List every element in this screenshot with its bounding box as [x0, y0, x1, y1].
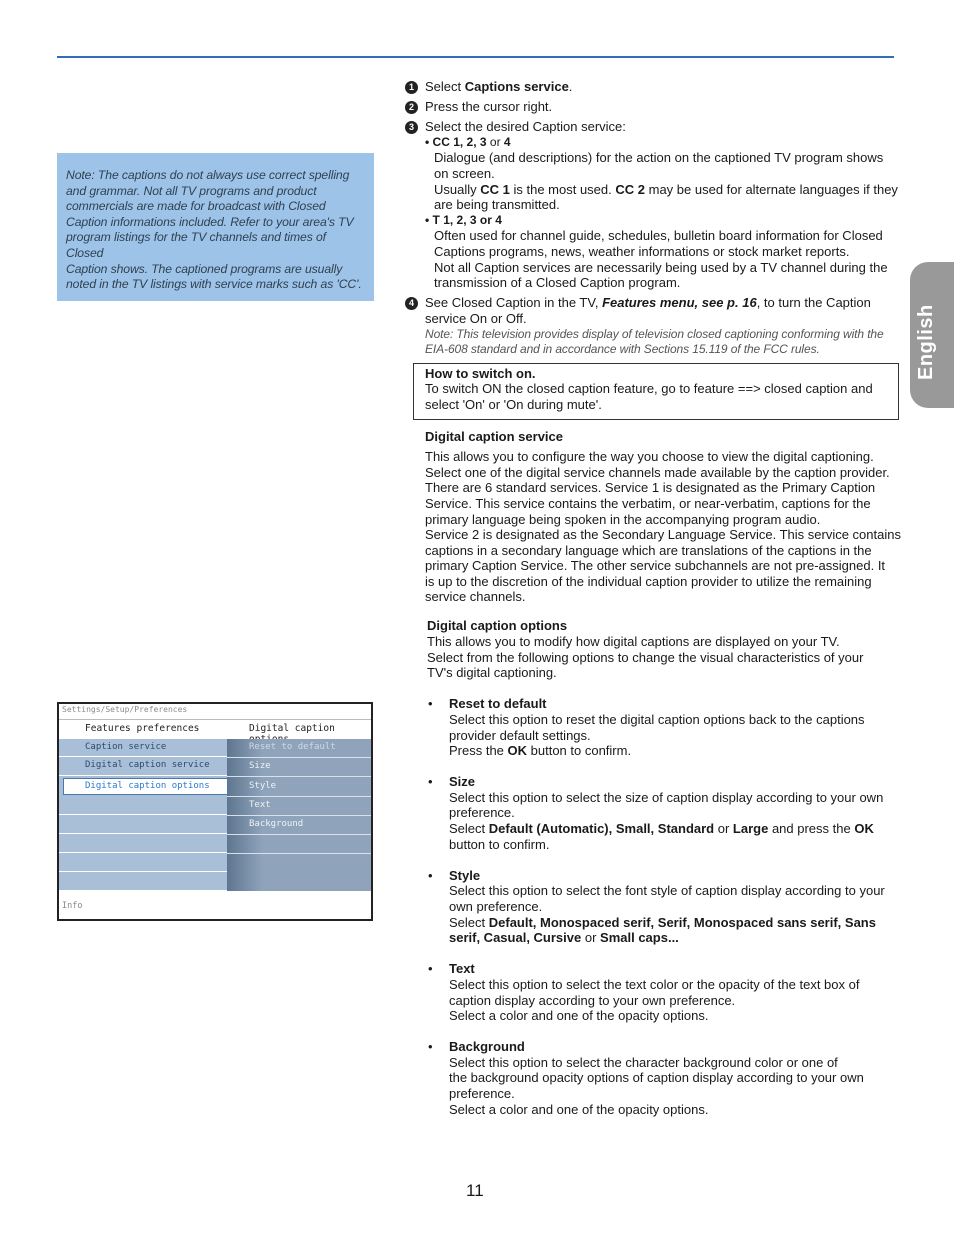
- bullet: •: [428, 1039, 433, 1054]
- submenu-item-background[interactable]: Background: [249, 819, 304, 829]
- background-line: Select this option to select the character background color or one of: [449, 1055, 838, 1070]
- submenu-item-size[interactable]: Size: [249, 761, 271, 771]
- t-line: transmission of a Closed Caption program.: [434, 275, 681, 290]
- bullet: •: [428, 961, 433, 976]
- menu-info-label: Info: [62, 901, 83, 911]
- t-line: Often used for channel guide, schedules, bulletin board information for Closed: [434, 228, 883, 243]
- size-line: Select this option to select the size of caption display according to your own: [449, 790, 884, 805]
- divider: [59, 719, 371, 720]
- reset-line: Select this option to reset the digital caption options back to the captions: [449, 712, 865, 727]
- background-title: Background: [449, 1039, 525, 1054]
- fcc-note: EIA-608 standard and in accordance with Sections 15.119 of the FCC rules.: [425, 342, 820, 356]
- digital-options-line: TV's digital captioning.: [427, 665, 557, 680]
- size-line: preference.: [449, 805, 515, 820]
- t-line: Captions programs, news, weather informations or stock market reports.: [434, 244, 850, 259]
- note-line: program listings for the TV channels and times of Closed: [66, 230, 326, 260]
- fcc-note: Note: This television provides display of television closed captioning conforming with the: [425, 327, 884, 341]
- note-line: and grammar. Not all TV programs and product: [66, 183, 317, 198]
- note-line: Caption informations included. Refer to your area's TV: [66, 214, 354, 229]
- background-line: Select a color and one of the opacity options.: [449, 1102, 709, 1117]
- text-line: Select a color and one of the opacity options.: [449, 1008, 709, 1023]
- how-to-title: How to switch on.: [425, 366, 536, 381]
- background-line: the background opacity options of caption display according to your own: [449, 1070, 864, 1085]
- digital-options-line: Select from the following options to change the visual characteristics of your: [427, 650, 864, 665]
- reset-line: provider default settings.: [449, 728, 591, 743]
- step-1-number: 1: [405, 81, 418, 94]
- background-line: preference.: [449, 1086, 515, 1101]
- note-line: Note: The captions do not always use correct spelling: [66, 168, 350, 182]
- bullet: •: [428, 696, 433, 711]
- digital-service-line: service channels.: [425, 589, 526, 604]
- style-title: Style: [449, 868, 481, 883]
- how-to-line: To switch ON the closed caption feature, go to feature ==> closed caption and: [425, 381, 873, 396]
- digital-service-line: Service 2 is designated as the Secondary Language Service. This service contains: [425, 527, 901, 542]
- menu-row: [59, 816, 227, 834]
- bullet: •: [428, 774, 433, 789]
- cc-line: are being transmitted.: [434, 197, 560, 212]
- language-tab: [910, 262, 954, 408]
- digital-service-line: Select one of the digital service channels made available by the caption provider.: [425, 465, 890, 480]
- caption-note-box: [57, 153, 374, 301]
- cc-line: Usually CC 1 is the most used. CC 2 may be used for alternate languages if they: [434, 182, 898, 197]
- menu-item-digital-caption-options[interactable]: Digital caption options: [85, 781, 210, 791]
- t-heading: • T 1, 2, 3 or 4: [425, 213, 502, 227]
- style-line: Select this option to select the font style of caption display according to your: [449, 883, 885, 898]
- style-line: serif, Casual, Cursive or Small caps...: [449, 930, 679, 945]
- digital-service-line: is up to the discretion of the individual caption provider to utilize the remaining: [425, 574, 872, 589]
- menu-item-caption-service[interactable]: Caption service: [85, 742, 167, 752]
- step-4-text: service On or Off.: [425, 311, 527, 326]
- submenu-row: [227, 835, 371, 854]
- step-1-text: Select Captions service.: [425, 79, 573, 94]
- t-line: Not all Caption services are necessarily being used by a TV channel during the: [434, 260, 888, 275]
- menu-row: [59, 835, 227, 853]
- note-line: noted in the TV listings with service marks such as 'CC'.: [66, 277, 362, 292]
- cc-heading: • CC 1, 2, 3 or 4: [425, 135, 511, 149]
- digital-service-line: This allows you to configure the way you choose to view the digital captioning.: [425, 449, 874, 464]
- text-line: Select this option to select the text color or the opacity of the text box of: [449, 977, 860, 992]
- menu-row: [59, 797, 227, 815]
- menu-row: [59, 854, 227, 872]
- digital-service-line: primary Caption Service. The other service subchannels are not pre-assigned. It: [425, 558, 886, 573]
- bullet: •: [428, 868, 433, 883]
- step-3-text: Select the desired Caption service:: [425, 119, 626, 134]
- cc-line: on screen.: [434, 166, 495, 181]
- size-line: button to confirm.: [449, 837, 550, 852]
- submenu-item-style[interactable]: Style: [249, 781, 277, 791]
- menu-row: [59, 873, 227, 891]
- digital-service-title: Digital caption service: [425, 429, 563, 444]
- style-line: own preference.: [449, 899, 543, 914]
- cc-line: Dialogue (and descriptions) for the action on the captioned TV program shows: [434, 150, 884, 165]
- submenu-item-reset-to-default[interactable]: Reset to default: [249, 742, 336, 752]
- how-to-line: select 'On' or 'On during mute'.: [425, 397, 602, 412]
- text-line: caption display according to your own preference.: [449, 993, 736, 1008]
- size-line: Select Default (Automatic), Small, Standard or Large and press the OK: [449, 821, 874, 836]
- submenu-item-text[interactable]: Text: [249, 800, 271, 810]
- size-title: Size: [449, 774, 476, 789]
- digital-options-title: Digital caption options: [427, 618, 568, 633]
- note-line: Caption shows. The captioned programs are usually: [66, 261, 343, 276]
- style-line: Select Default, Monospaced serif, Serif, Monospaced sans serif, Sans: [449, 915, 876, 930]
- page-number: 11: [466, 1181, 484, 1200]
- digital-options-line: This allows you to modify how digital captions are displayed on your TV.: [427, 634, 840, 649]
- note-line: commercials are made for broadcast with Closed: [66, 199, 326, 214]
- step-2-text: Press the cursor right.: [425, 99, 553, 114]
- digital-service-line: Service. This service contains the verbatim, or near-verbatim, captions for the: [425, 496, 871, 511]
- reset-title: Reset to default: [449, 696, 547, 711]
- tv-menu-screenshot: [57, 702, 373, 921]
- step-4-text: See Closed Caption in the TV, Features menu, see p. 16, to turn the Caption: [425, 295, 871, 310]
- digital-service-line: There are 6 standard services. Service 1 is designated as the Primary Caption: [425, 480, 876, 495]
- menu-left-header: Features preferences: [85, 723, 200, 734]
- language-tab-label: English: [915, 304, 937, 380]
- digital-service-line: primary language being spoken in the accompanying program audio.: [425, 512, 821, 527]
- menu-right-header: Digital caption: [249, 723, 335, 734]
- digital-service-line: captions in a secondary language which are translations of the captions in the: [425, 543, 872, 558]
- step-4-number: 4: [405, 297, 418, 310]
- step-3-number: 3: [405, 121, 418, 134]
- reset-line: Press the OK button to confirm.: [449, 743, 632, 758]
- menu-item-digital-caption-service[interactable]: Digital caption service: [85, 760, 210, 770]
- top-rule: [57, 56, 894, 58]
- menu-breadcrumb: Settings/Setup/Preferences: [62, 705, 188, 714]
- step-2-number: 2: [405, 101, 418, 114]
- text-title: Text: [449, 961, 475, 976]
